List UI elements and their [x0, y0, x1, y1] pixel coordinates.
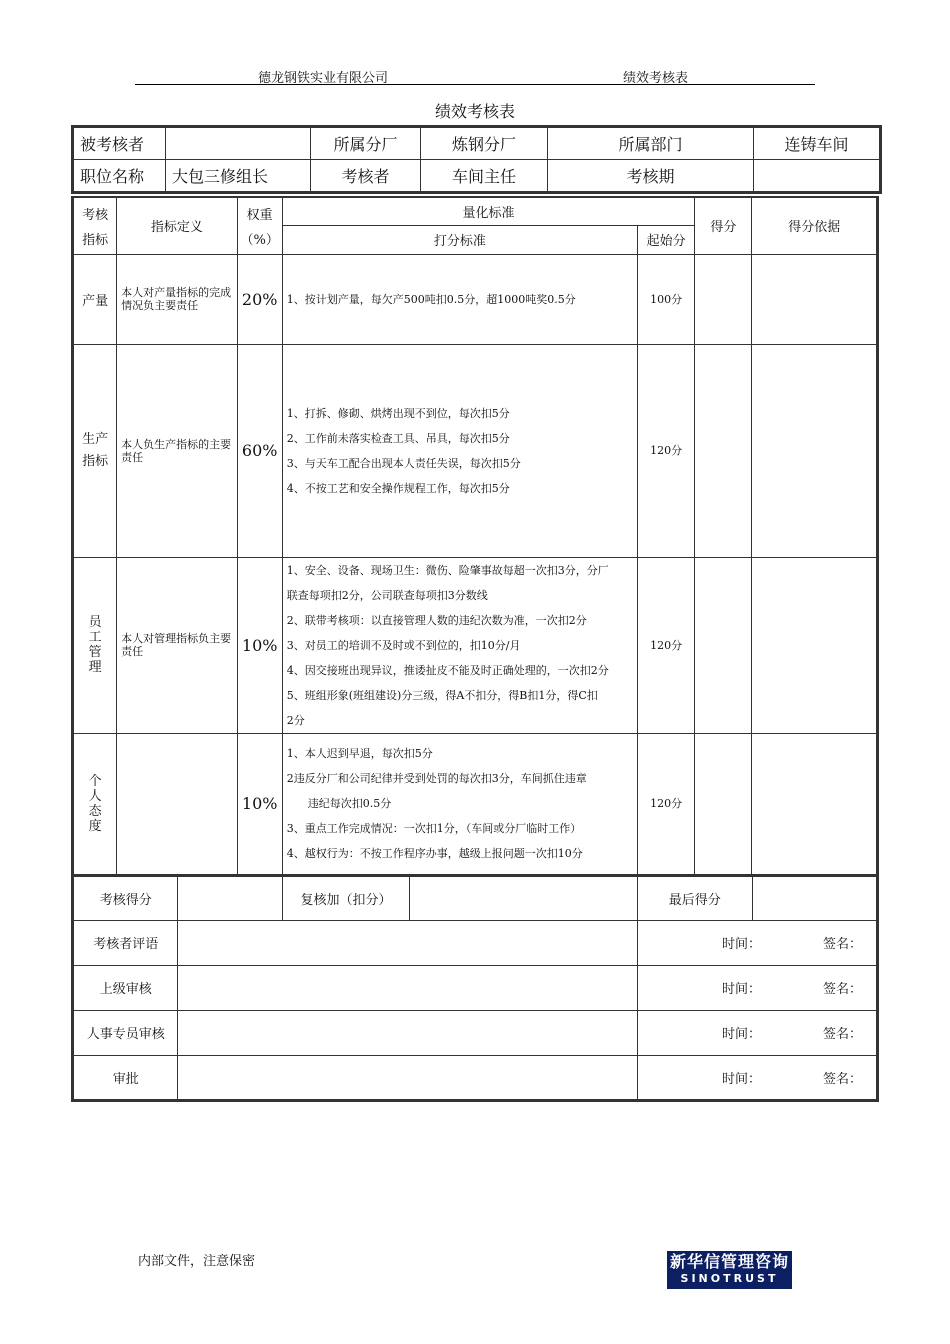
time-label: 时间： [721, 1027, 761, 1042]
label-factory: 所属分厂 [311, 127, 421, 160]
sign-label: 签名： [822, 937, 862, 952]
label-assessor: 考核者 [311, 160, 421, 193]
criterion: 1、安全、设备、现场卫生：微伤、险肇事故每超一次扣3分，分厂 [286, 563, 609, 577]
col-score: 得分 [695, 197, 752, 254]
row-name-text: 员工管理 [88, 615, 102, 675]
row-basis[interactable] [752, 557, 878, 733]
approval-label: 人事专员审核 [73, 1010, 178, 1055]
header-doc-name: 绩效考核表 [623, 71, 689, 86]
header-company: 德龙钢铁实业有限公司 [258, 71, 389, 86]
criterion: 3、重点工作完成情况：一次扣1分，（车间或分厂临时工作） [286, 822, 582, 835]
criterion: 1、本人迟到早退，每次扣5分 [286, 747, 433, 760]
criterion: 5、班组形象(班组建设)分三级，得A不扣分，得B扣1分，得C扣 [286, 688, 598, 702]
approval-label: 上级审核 [73, 965, 178, 1010]
approval-row [73, 920, 878, 965]
approval-label: 审批 [73, 1055, 178, 1100]
criterion: 4、越权行为：不按工作程序办事，越级上报问题一次扣10分 [286, 847, 583, 860]
value-position: 大包三修组长 [166, 160, 311, 193]
approval-content[interactable] [178, 1010, 638, 1055]
time-label: 时间： [721, 1071, 761, 1087]
label-employee: 被考核者 [73, 127, 166, 160]
time-label: 时间： [721, 982, 761, 997]
row-definition: 本人对管理指标负主要责任 [117, 557, 237, 733]
logo-en: SINOTRUST [680, 1272, 779, 1285]
criterion: 1、按计划产量，每欠产500吨扣0.5分，超1000吨奖0.5分 [286, 292, 576, 306]
col-quant: 量化标准 [282, 197, 695, 225]
col-basis: 得分依据 [752, 197, 878, 254]
sign-label: 签名： [822, 982, 862, 997]
table-row [73, 344, 878, 557]
approval-row [73, 1010, 878, 1055]
approval-sign[interactable] [638, 965, 878, 1010]
summary-row [73, 876, 878, 920]
col-indicator-line1: 考核 [82, 207, 109, 223]
col-indicator [73, 197, 117, 254]
logo-cn: 新华信管理咨询 [669, 1252, 789, 1271]
row-basis[interactable] [752, 344, 878, 557]
table-row [73, 557, 878, 733]
label-review-adjust: 复核加（扣分） [282, 876, 409, 920]
criterion: 2、联带考核项：以直接管理人数的违纪次数为准，一次扣2分 [286, 613, 587, 627]
criterion: 3、与天车工配合出现本人责任失误，每次扣5分 [286, 456, 521, 470]
row-base: 120分 [638, 344, 695, 557]
label-department: 所属部门 [548, 127, 754, 160]
criterion: 2、工作前未落实检查工具、吊具，每次扣5分 [286, 431, 510, 445]
row-weight: 10% [237, 557, 282, 733]
row-name: 产量 [73, 254, 117, 344]
row-definition: 本人对产量指标的完成情况负主要责任 [117, 254, 237, 344]
row-weight: 20% [237, 254, 282, 344]
row-weight: 10% [237, 733, 282, 875]
header-row-1 [73, 197, 878, 225]
info-table [71, 125, 882, 194]
info-row-1 [73, 127, 881, 160]
approval-label: 考核者评语 [73, 920, 178, 965]
value-employee [166, 127, 311, 160]
row-criteria [282, 733, 637, 875]
criterion: 1、打拆、修砌、烘烤出现不到位，每次扣5分 [286, 406, 510, 420]
table-row [73, 254, 878, 344]
col-weight-line2: （%） [240, 232, 279, 248]
row-basis[interactable] [752, 254, 878, 344]
sign-label: 签名： [822, 1071, 862, 1087]
criterion: 2分 [286, 713, 305, 727]
col-definition: 指标定义 [117, 197, 237, 254]
row-base: 120分 [638, 733, 695, 875]
criterion: 3、对员工的培训不及时或不到位的，扣10分/月 [286, 638, 521, 652]
col-indicator-line2: 指标 [82, 232, 109, 248]
summary-table [71, 875, 879, 1102]
row-criteria [282, 344, 637, 557]
time-label: 时间： [721, 937, 761, 952]
row-weight: 60% [237, 344, 282, 557]
approval-content[interactable] [178, 920, 638, 965]
criterion: 2违反分厂和公司纪律并受到处罚的每次扣3分，车间抓住违章 [286, 772, 587, 785]
row-score[interactable] [695, 733, 752, 875]
approval-content[interactable] [178, 1055, 638, 1100]
row-criteria [282, 557, 637, 733]
row-definition [117, 733, 237, 875]
value-period [754, 160, 881, 193]
row-base: 100分 [638, 254, 695, 344]
row-name-text: 生产指标 [82, 431, 109, 469]
criterion: 联查每项扣2分，公司联查每项扣3分数线 [286, 588, 488, 602]
value-assessor: 车间主任 [421, 160, 548, 193]
row-name [73, 344, 117, 557]
approval-row [73, 1055, 878, 1100]
label-final-score: 最后得分 [638, 876, 752, 920]
col-weight-line1: 权重 [246, 207, 273, 223]
row-score[interactable] [695, 557, 752, 733]
row-basis[interactable] [752, 733, 878, 875]
indicator-table [71, 196, 879, 877]
approval-row [73, 965, 878, 1010]
col-base: 起始分 [638, 225, 695, 254]
col-weight [237, 197, 282, 254]
value-department: 连铸车间 [754, 127, 881, 160]
criterion: 4、不按工艺和安全操作规程工作，每次扣5分 [286, 481, 510, 495]
row-name [73, 733, 117, 875]
criterion: 违纪每次扣0.5分 [286, 797, 392, 810]
info-row-2 [73, 160, 881, 193]
approval-sign[interactable] [638, 1055, 878, 1100]
page-title: 绩效考核表 [434, 102, 515, 121]
row-score[interactable] [695, 254, 752, 344]
approval-sign[interactable] [638, 1010, 878, 1055]
value-final-score[interactable] [752, 876, 878, 920]
sign-label: 签名： [822, 1027, 862, 1042]
row-name-text: 个人态度 [88, 773, 102, 834]
table-row [73, 733, 878, 875]
col-scoring: 打分标准 [282, 225, 637, 254]
header-rule [135, 84, 815, 85]
approval-content[interactable] [178, 965, 638, 1010]
footer-confidential: 内部文件，注意保密 [138, 1254, 256, 1269]
value-review-adjust[interactable] [410, 876, 638, 920]
value-total-score[interactable] [178, 876, 282, 920]
label-position: 职位名称 [73, 160, 166, 193]
label-period: 考核期 [548, 160, 754, 193]
row-name [73, 557, 117, 733]
approval-sign[interactable] [638, 920, 878, 965]
label-total-score: 考核得分 [73, 876, 178, 920]
row-definition: 本人负生产指标的主要责任 [117, 344, 237, 557]
sinotrust-logo [667, 1251, 792, 1289]
criterion: 4、因交接班出现异议，推诿扯皮不能及时正确处理的，一次扣2分 [286, 663, 609, 677]
row-score[interactable] [695, 344, 752, 557]
row-criteria [282, 254, 637, 344]
value-factory: 炼钢分厂 [421, 127, 548, 160]
row-base: 120分 [638, 557, 695, 733]
